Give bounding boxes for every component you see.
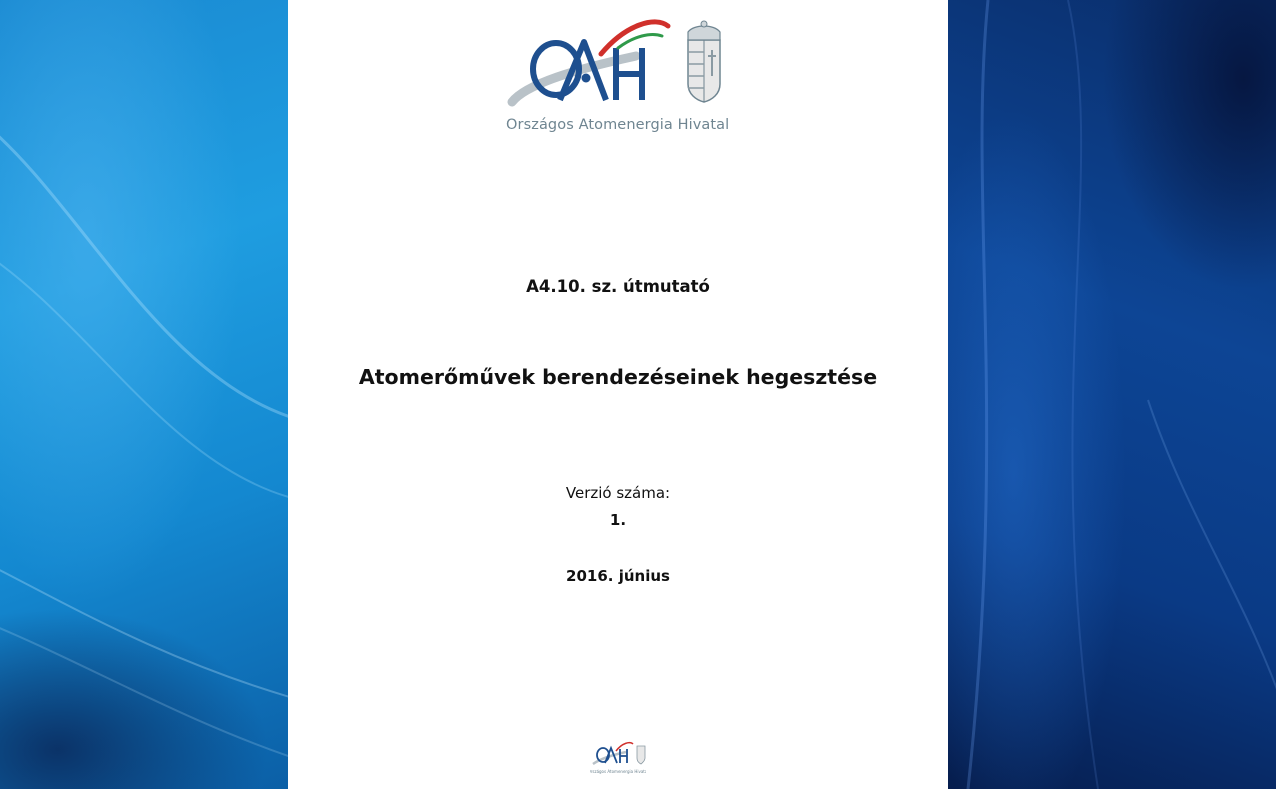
footer-organization-name: Országos Atomenergia Hivatal (590, 769, 646, 774)
organization-name: Országos Atomenergia Hivatal (506, 117, 730, 133)
document-cover-page (288, 0, 948, 789)
document-code: A4.10. sz. útmutató (526, 277, 710, 296)
version-label: Verzió száma: (565, 484, 671, 502)
right-background-panel (948, 0, 1276, 789)
footer-oah-logo (590, 740, 646, 776)
hungarian-coat-of-arms-icon (688, 21, 720, 102)
right-swirl-decoration (948, 0, 1276, 789)
left-swirl-decoration (0, 0, 288, 789)
document-date: 2016. június (566, 567, 670, 585)
oah-logo-mark-icon (506, 14, 726, 114)
document-title: Atomerőművek berendezéseinek hegesztése (358, 365, 878, 389)
left-background-panel (0, 0, 288, 789)
version-value: 1. (609, 511, 627, 529)
footer-oah-logo-icon (590, 740, 646, 776)
oah-logo (506, 14, 730, 139)
